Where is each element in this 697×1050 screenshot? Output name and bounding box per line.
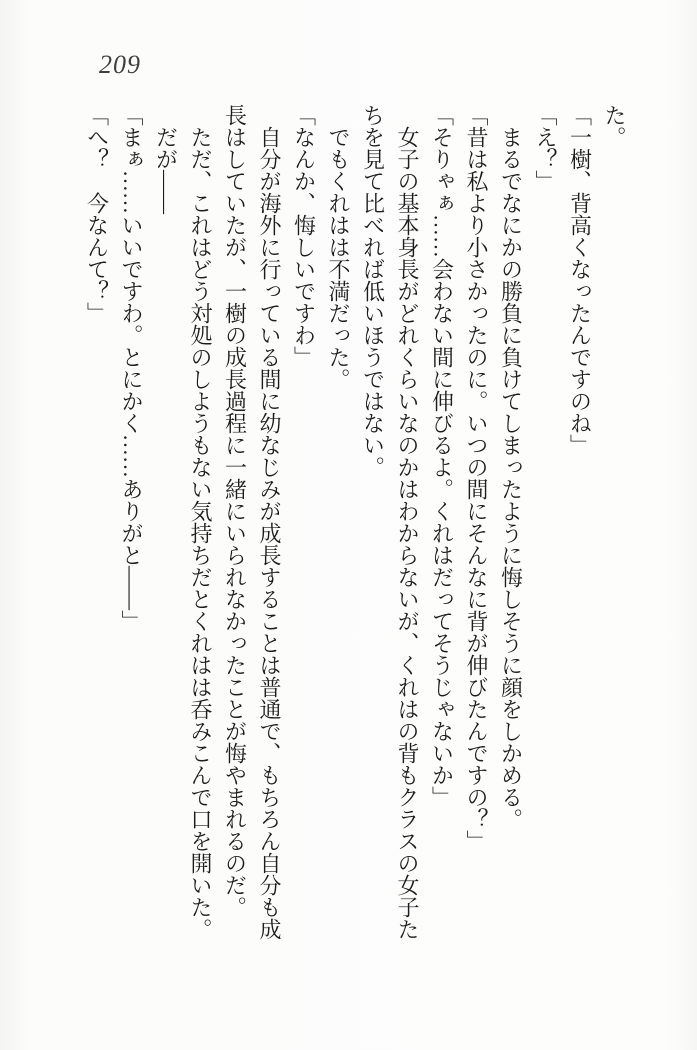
text-line: 「なんか、悔しいですわ」 [291,104,317,368]
text-line: 「へ？ 今なんて？」 [84,104,110,324]
text-line: 「昔は私より小さかったのに。いつの間にそんなに背が伸びたんですの？」 [464,104,489,852]
text-line: ただ、これはどう対処のしようもない気持ちだとくれはは呑みこんで口を開いた。 [188,126,213,940]
text-line: でもくれはは不満だった。 [326,126,351,390]
text-line: ちを見て比べれば低いほうではない。 [360,104,386,478]
text-line: まるでなにかの勝負に負けてしまったように悔しそうに顔をしかめる。 [498,126,524,830]
text-line: 長はしていたが、一樹の成長過程に一緒にいられなかったことが悔やまれるのだ。 [222,104,248,918]
page-number: 209 [99,50,141,79]
text-line: 女子の基本身長がどれくらいなのかはわからないが、くれはの背もクラスの女子た [395,126,420,940]
text-line: 自分が海外に行っている間に幼なじみが成長することは普通で、もちろん自分も成 [257,126,282,940]
text-line: た。 [602,104,627,148]
text-line: 「そりゃぁ……会わない間に伸びるよ。くれはだってそうじゃないか」 [429,104,455,808]
text-line: だが―― [153,126,179,214]
text-line: 「え？」 [533,104,558,192]
text-line: 「一樹、背高くなったんですのね」 [567,104,593,456]
text-line: 「まぁ……いいですわ。とにかく……ありがと――」 [119,104,144,632]
text-body [77,104,631,966]
